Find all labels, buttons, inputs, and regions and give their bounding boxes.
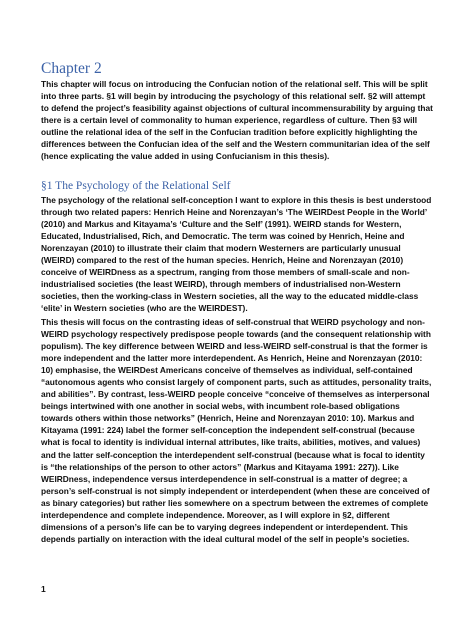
intro-paragraph: This chapter will focus on introducing the Confucian notion of the relational self. This will be split into three parts. §1 will begin by introducing the psychology of this relational self. §2 will attempt to defend the project’s feasibility against objections of cultural incommensurability by arguing that there is a certain level of commonality to human experience, regardless of culture. Then §3 will outline the relational idea of the self in the Confucian tradition before explicitly highlighting the differences between the Confucian idea of the self and the Western communitarian idea of the self (hence explicating the value added in using Confucianism in this thesis). xyxy=(41,79,433,162)
body-paragraph-2: This thesis will focus on the contrasting ideas of self-construal that WEIRD psychology and non-WEIRD psychology respectively predispose people towards (and the consequent relationship with populism). The key difference between WEIRD and less-WEIRD self-construal is that the former is more independent and the latter more interdependent. As Henrich, Heine and Norenzayan (2010: 10) emphasise, the WEIRDest Americans conceive of themselves as individual, self-contained “autonomous agents who consist largely of component parts, such as attitudes, personality traits, and abilities”. By contrast, less-WEIRD people conceive “conceive of themselves as interpersonal beings intertwined with one another in social webs, with incumbent role-based obligations towards others within those networks” (Henrich, Heine and Norenzayan 2010: 10). Markus and Kitayama (1991: 224) label the former self-conception the independent self-construal (because what is focal to identity is individual internal attributes, like traits, abilities, motives, and values) and the latter self-conception the interdependent self-construal (because what is focal to identity is “the relationships of the person to other actors” (Markus and Kitayama 1991: 227)). Like WEIRDness, independence versus interdependence in self-construal is a matter of degree; a person’s self-construal is not simply independent or interdependent (when these are conceived of as binary categories) but rather lies somewhere on a spectrum between the extremes of complete interdependence and complete independence. Moreover, as I will explore in §2, different dimensions of a person’s life can be to varying degrees independent or interdependent. This depends partially on interaction with the ideal cultural model of the self in people’s societies. xyxy=(41,317,432,544)
chapter-title: Chapter 2 xyxy=(41,60,102,77)
page-number: 1 xyxy=(41,584,46,594)
body-paragraph-1: The psychology of the relational self-conception I want to explore in this thesis is best understood through two related papers: Henrich Heine and Norenzayan’s ‘The WEIRDest People in the World’ (2010) and Markus and Kitayama’s ‘Culture and the Self’ (1991). WEIRD stands for Western, Educated, Industrialised, Rich, and Democratic. The term was coined by Henrich, Heine and Norenzayan (2010) to illustrate their claim that modern Westerners are particularly unusual (WEIRD) compared to the rest of the human species. Henrich, Heine and Norenzayan (2010) conceive of WEIRDness as a spectrum, ranging from those members of small-scale and non-industrialised societies (the least WEIRD), through members of industrialised non-Western societies, then the working-class in Western societies, all the way to the educated middle-class ‘elite’ in Western societies (who are the WEIRDEST). xyxy=(41,195,432,314)
section-heading: §1 The Psychology of the Relational Self xyxy=(41,180,231,192)
